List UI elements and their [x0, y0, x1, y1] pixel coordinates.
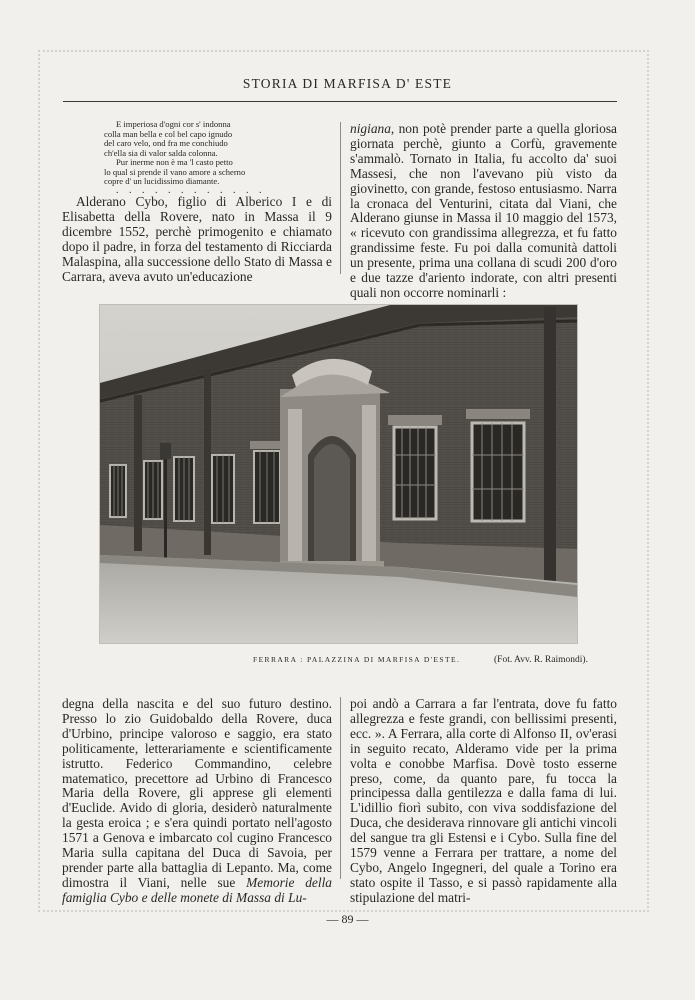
top-right-column [350, 122, 617, 301]
poem-line: Pur inerme non è ma 'l casto petto [116, 157, 233, 167]
running-head: STORIA DI MARFISA D' ESTE [242, 76, 453, 91]
photo-credit: (Fot. Avv. R. Raimondi). [494, 655, 588, 665]
column-divider [340, 122, 341, 274]
text-run: , non potè prender parte a quella gloriosa giornata perchè, giunto a Corfù, gravemente s'ammalò. Tornato in Italia, fu accolto da' suoi Massesi, che non l'avevano più visto da giovinetto, con grande, festoso entusiasmo. Narra la cronaca del Venturini, citata dal Viani, che Alderano giunse in Massa il 10 maggio del 1573, « ricevuto con grandissima allegrezza, et fu fatto grandissime feste. Fu poi dalla comunità dattoli un presente, prima una collana di scudi 200 d'oro e due tazze d'ariento indorate, con altri presenti quali non occorre nominarli : [350, 121, 617, 300]
poem-line: copre d' un lucidissimo diamante. [104, 176, 220, 186]
column-divider [340, 697, 341, 879]
paragraph: poi andò a Carrara a far l'entrata, dove fu fatto allegrezza e feste grandi, con bellissimi presenti, ecc. ». A Ferrara, alla corte di Alfonso II, ov'erasi in seguito recato, Alderamo vide per la prima volta e conobbe Marfisa. Dovè tosto esserne preso, come, da quanto pare, fu tocca la principessa dalla gentilezza e dalla fama di lui. L'idillio fiorì subito, con viva soddisfazione del Duca, che desiderava rinnovare gli antichi vincoli del sangue tra gli Estensi e i Cybo. Sulla fine del 1579 venne a Ferrara per trattare, a nome del Cybo, Angelo Ingegneri, del quale a Torino era stato ospite il Tasso, e si passò rapidamente alla stipulazione del matri- [350, 696, 617, 905]
poem-line: colla man bella e col bel capo ignudo [104, 128, 233, 139]
paragraph [62, 697, 332, 906]
page-number: — 89 — [326, 912, 369, 926]
paragraph [350, 122, 617, 301]
photograph [99, 304, 578, 644]
poem-line: ch'ella sia di valor salda colonna. [104, 147, 218, 158]
top-left-column [62, 195, 332, 284]
poem-line: lo qual si prende il vano amore a scherno [104, 166, 246, 177]
poem-ellipsis: . . . . . . . . . . . . [116, 184, 266, 196]
italic-run: Memorie della famiglia Cybo e delle monete di Massa di Lu- [62, 874, 332, 905]
palazzina-photo [100, 305, 577, 643]
bottom-left-column [62, 697, 332, 906]
text-run: degna della nascita e del suo futuro destino. Presso lo zio Guidobaldo della Rovere, duca d'Urbino, principe valoroso e saggio, era stato politicamente, letterariamente e scientificamente istrutto. Federico Commandino, celebre matematico, precettore ad Urbino di Francesco Maria della Rovere, gli apprese gli elementi d'Euclide. Avido di gloria, desiderò naturalmente la gesta eroica ; e s'era quindi portato nell'agosto 1571 a Genova e imbarcato col cugino Francesco Maria sulla capitana del Duca di Savoia, per prender parte alla battaglia di Lepanto. Ma, come dimostra il Viani, nelle sue [62, 696, 332, 890]
poem-epigraph [104, 120, 334, 195]
paragraph: Alderano Cybo, figlio di Alberico I e di Elisabetta della Rovere, nato in Massa il 9 dicembre 1552, perchè primogenito e chiamato dopo il padre, in forza del testamento di Ricciarda Malaspina, alla successione dello Stato di Massa e Carrara, aveva avuto un'educazione [62, 194, 332, 284]
poem-line: E imperiosa d'ogni cor s' indonna [116, 119, 231, 129]
figure-caption: FERRARA : PALAZZINA DI MARFISA D'ESTE. [253, 655, 461, 664]
poem-line: del caro velo, ond fra me conchiudo [104, 138, 228, 148]
italic-run: nigiana [350, 121, 391, 136]
header-rule [63, 101, 617, 102]
bottom-right-column [350, 697, 617, 906]
